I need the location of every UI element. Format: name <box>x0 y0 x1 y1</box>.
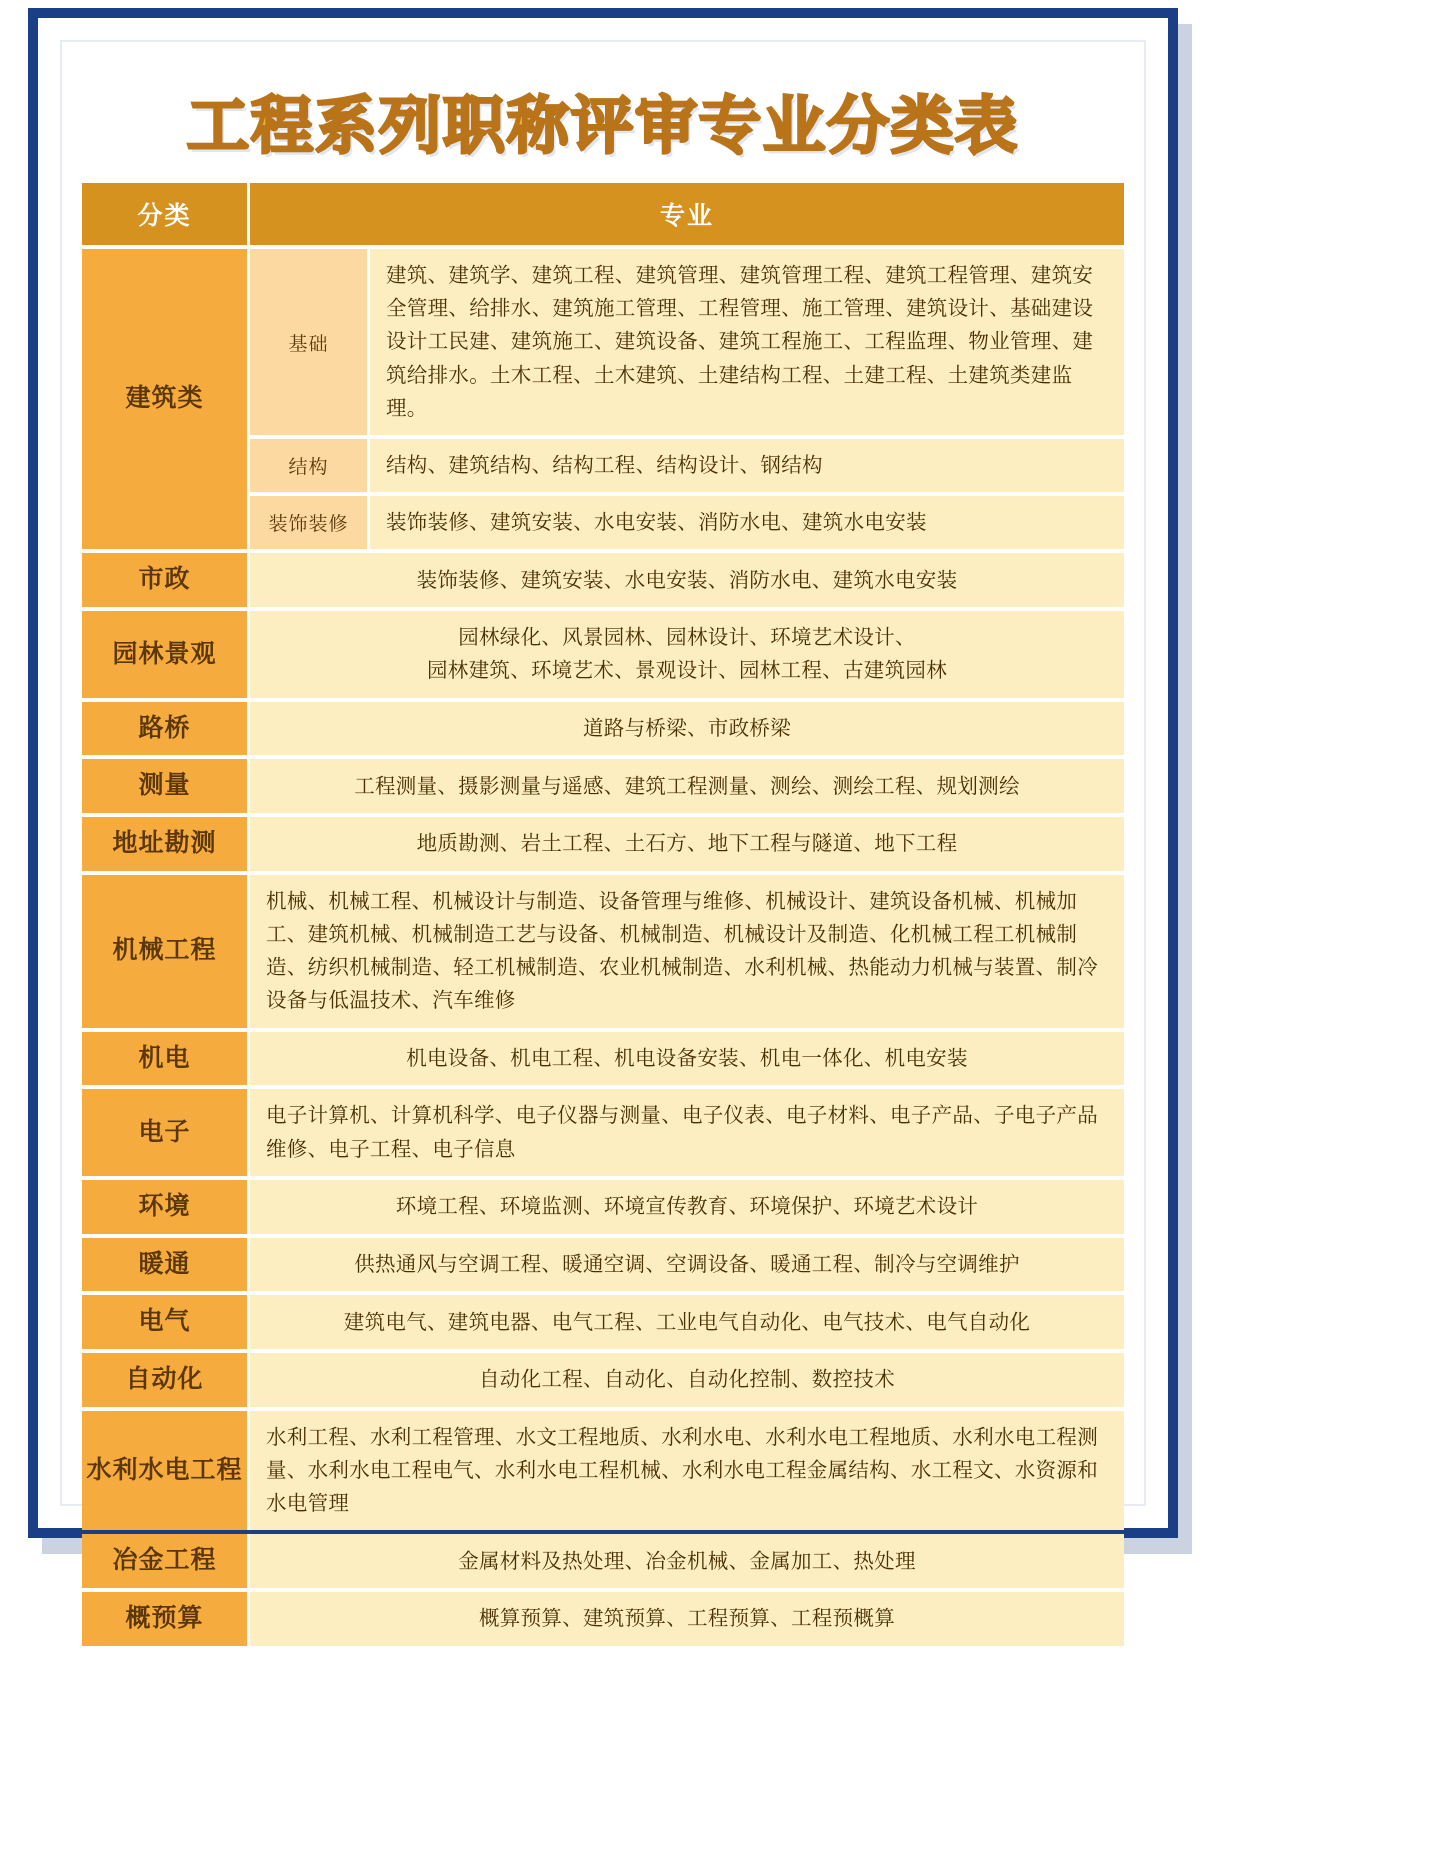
table-row <box>82 1089 1124 1175</box>
header-category: 分类 <box>82 183 250 245</box>
category-cell: 冶金工程 <box>82 1534 250 1588</box>
table-row <box>82 759 1124 813</box>
specialty-cell: 机电设备、机电工程、机电设备安装、机电一体化、机电安装 <box>250 1032 1124 1086</box>
specialty-cell: 装饰装修、建筑安装、水电安装、消防水电、建筑水电安装 <box>370 496 1124 549</box>
specialty-cell: 装饰装修、建筑安装、水电安装、消防水电、建筑水电安装 <box>250 553 1124 607</box>
category-cell: 电气 <box>82 1295 250 1349</box>
category-cell: 概预算 <box>82 1592 250 1646</box>
specialty-cell: 金属材料及热处理、冶金机械、金属加工、热处理 <box>250 1534 1124 1588</box>
table-body <box>82 249 1124 1646</box>
title-area <box>82 58 1124 179</box>
subcategory-cell: 装饰装修 <box>250 496 370 549</box>
subcategory-cell: 基础 <box>250 249 370 435</box>
specialty-cell: 机械、机械工程、机械设计与制造、设备管理与维修、机械设计、建筑设备机械、机械加工、建筑机械、机械制造工艺与设备、机械制造、机械设计及制造、化机械工程工机械制造、纺织机械制造、轻工机械制造、农业机械制造、水利机械、热能动力机械与装置、制冷设备与低温技术、汽车维修 <box>250 875 1124 1028</box>
category-cell: 地址勘测 <box>82 817 250 871</box>
poster-body <box>60 40 1146 1633</box>
table-header <box>82 183 1124 245</box>
table-row <box>82 875 1124 1028</box>
poster-frame <box>28 8 1178 1633</box>
specialty-cell: 道路与桥梁、市政桥梁 <box>250 702 1124 756</box>
table-row <box>82 1180 1124 1234</box>
subcategory-cell: 结构 <box>250 439 370 492</box>
category-cell: 电子 <box>82 1089 250 1175</box>
category-cell: 环境 <box>82 1180 250 1234</box>
table-row <box>82 1353 1124 1407</box>
category-cell: 园林景观 <box>82 611 250 697</box>
specialty-cell: 自动化工程、自动化、自动化控制、数控技术 <box>250 1353 1124 1407</box>
table-row <box>82 1032 1124 1086</box>
specialty-cell: 结构、建筑结构、结构工程、结构设计、钢结构 <box>370 439 1124 492</box>
category-cell: 市政 <box>82 553 250 607</box>
table-row <box>82 1238 1124 1292</box>
category-cell: 暖通 <box>82 1238 250 1292</box>
table-row <box>82 1295 1124 1349</box>
category-cell: 机电 <box>82 1032 250 1086</box>
specialty-cell: 环境工程、环境监测、环境宣传教育、环境保护、环境艺术设计 <box>250 1180 1124 1234</box>
table-row <box>82 1411 1124 1531</box>
table-header-row <box>82 183 1124 245</box>
table-row <box>82 702 1124 756</box>
specialty-cell: 工程测量、摄影测量与遥感、建筑工程测量、测绘、测绘工程、规划测绘 <box>250 759 1124 813</box>
specialty-cell: 供热通风与空调工程、暖通空调、空调设备、暖通工程、制冷与空调维护 <box>250 1238 1124 1292</box>
classification-table <box>82 179 1124 1650</box>
table-row <box>82 817 1124 871</box>
table-row <box>82 1592 1124 1646</box>
specialty-cell: 地质勘测、岩土工程、土石方、地下工程与隧道、地下工程 <box>250 817 1124 871</box>
specialty-cell: 电子计算机、计算机科学、电子仪器与测量、电子仪表、电子材料、电子产品、子电子产品维修、电子工程、电子信息 <box>250 1089 1124 1175</box>
category-cell: 自动化 <box>82 1353 250 1407</box>
category-cell: 水利水电工程 <box>82 1411 250 1531</box>
category-cell: 建筑类 <box>82 249 250 549</box>
table-row <box>82 611 1124 697</box>
specialty-cell: 建筑、建筑学、建筑工程、建筑管理、建筑管理工程、建筑工程管理、建筑安全管理、给排水、建筑施工管理、工程管理、施工管理、建筑设计、基础建设设计工民建、建筑施工、建筑设备、建筑工程施工、工程监理、物业管理、建筑给排水。土木工程、土木建筑、土建结构工程、土建工程、土建筑类建监理。 <box>370 249 1124 435</box>
table-row <box>82 1534 1124 1588</box>
specialty-cell: 水利工程、水利工程管理、水文工程地质、水利水电、水利水电工程地质、水利水电工程测量、水利水电工程电气、水利水电工程机械、水利水电工程金属结构、水工程文、水资源和水电管理 <box>250 1411 1124 1531</box>
category-cell: 测量 <box>82 759 250 813</box>
specialty-cell: 概算预算、建筑预算、工程预算、工程预概算 <box>250 1592 1124 1646</box>
header-specialty: 专业 <box>250 183 1124 245</box>
page-title: 工程系列职称评审专业分类表 <box>186 89 1019 162</box>
table-row <box>82 249 1124 435</box>
specialty-cell: 园林绿化、风景园林、园林设计、环境艺术设计、 园林建筑、环境艺术、景观设计、园林工程、古建筑园林 <box>250 611 1124 697</box>
category-cell: 机械工程 <box>82 875 250 1028</box>
table-row <box>82 553 1124 607</box>
specialty-cell: 建筑电气、建筑电器、电气工程、工业电气自动化、电气技术、电气自动化 <box>250 1295 1124 1349</box>
category-cell: 路桥 <box>82 702 250 756</box>
